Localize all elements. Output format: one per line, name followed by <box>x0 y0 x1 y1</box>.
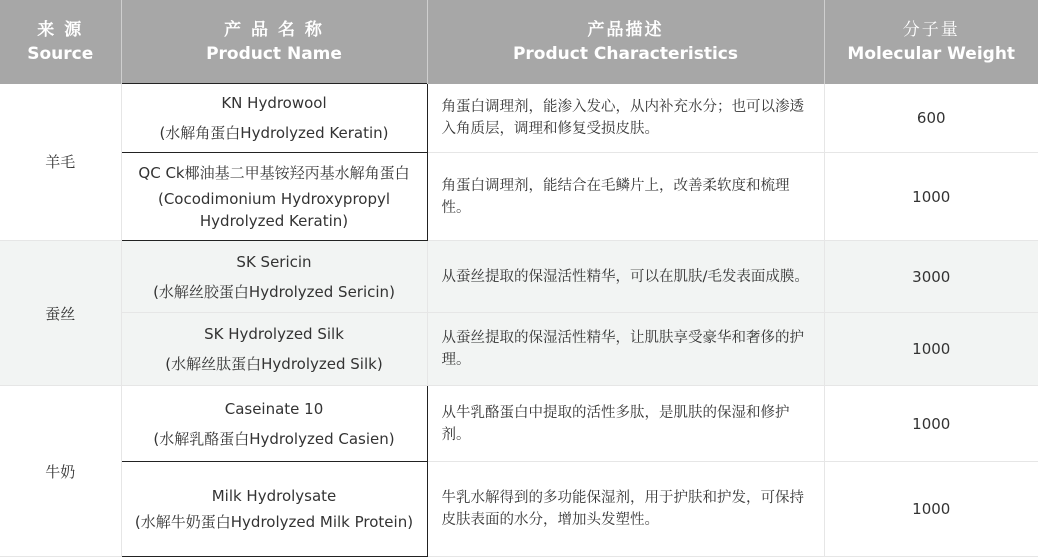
header-name-zh: 产 品 名 称 <box>224 19 324 40</box>
product-name-zh: (水解丝肽蛋白Hydrolyzed Silk) <box>165 355 383 373</box>
table-row <box>0 386 1038 462</box>
header-source <box>0 0 121 84</box>
product-name-cell <box>121 386 427 462</box>
product-name-cell <box>121 462 427 557</box>
table-row <box>0 241 1038 313</box>
header-desc-zh: 产品描述 <box>587 19 664 40</box>
product-name-en: QC Ck椰油基二甲基铵羟丙基水解角蛋白 <box>138 163 410 182</box>
product-name-en: SK Hydrolyzed Silk <box>204 325 344 343</box>
product-description: 从牛乳酪蛋白中提取的活性多肽，是肌肤的保湿和修护剂。 <box>427 386 824 462</box>
product-name-zh: (水解角蛋白Hydrolyzed Keratin) <box>159 124 389 142</box>
table-row <box>0 84 1038 153</box>
header-desc-en: Product Characteristics <box>512 43 739 64</box>
product-description: 从蚕丝提取的保湿活性精华，让肌肤享受豪华和奢侈的护理。 <box>427 313 824 386</box>
product-name-en: SK Sericin <box>236 252 312 271</box>
product-name-zh: (Cocodimonium Hydroxypropyl Hydrolyzed Keratin) <box>157 189 391 230</box>
header-characteristics <box>427 0 824 84</box>
source-cell-milk: 牛奶 <box>0 386 121 557</box>
header-source-zh: 来 源 <box>37 19 84 40</box>
product-name-cell <box>121 153 427 241</box>
source-cell-wool: 羊毛 <box>0 84 121 241</box>
product-name-cell <box>121 313 427 386</box>
header-name-en: Product Name <box>206 43 342 64</box>
header-product-name <box>121 0 427 84</box>
product-name-cell <box>121 241 427 313</box>
product-name-zh: (水解牛奶蛋白Hydrolyzed Milk Protein) <box>134 513 414 531</box>
table-row <box>0 153 1038 241</box>
product-name-zh: (水解丝胶蛋白Hydrolyzed Sericin) <box>153 282 395 301</box>
header-mw-zh: 分子量 <box>902 19 960 40</box>
header-source-en: Source <box>27 43 94 64</box>
product-description: 角蛋白调理剂，能结合在毛鳞片上，改善柔软度和梳理性。 <box>427 153 824 241</box>
product-name-en: KN Hydrowool <box>221 94 327 112</box>
product-name-cell <box>121 84 427 153</box>
molecular-weight: 1000 <box>824 386 1038 462</box>
table-row <box>0 313 1038 386</box>
source-cell-silk: 蚕丝 <box>0 241 121 386</box>
table-header <box>0 0 1038 84</box>
product-description: 牛乳水解得到的多功能保湿剂，用于护肤和护发，可保持皮肤表面的水分，增加头发塑性。 <box>427 462 824 557</box>
product-name-zh: (水解乳酪蛋白Hydrolyzed Casien) <box>153 429 395 448</box>
header-mw-en: Molecular Weight <box>847 43 1016 64</box>
molecular-weight: 3000 <box>824 241 1038 313</box>
molecular-weight: 1000 <box>824 313 1038 386</box>
product-description: 从蚕丝提取的保湿活性精华，可以在肌肤/毛发表面成膜。 <box>427 241 824 313</box>
product-name-en: Milk Hydrolysate <box>211 487 337 505</box>
header-molecular-weight <box>824 0 1038 84</box>
product-description: 角蛋白调理剂，能渗入发心，从内补充水分；也可以渗透入角质层，调理和修复受损皮肤。 <box>427 84 824 153</box>
product-name-en: Caseinate 10 <box>224 399 324 418</box>
molecular-weight: 1000 <box>824 462 1038 557</box>
table-row <box>0 462 1038 557</box>
molecular-weight: 1000 <box>824 153 1038 241</box>
molecular-weight: 600 <box>824 84 1038 153</box>
